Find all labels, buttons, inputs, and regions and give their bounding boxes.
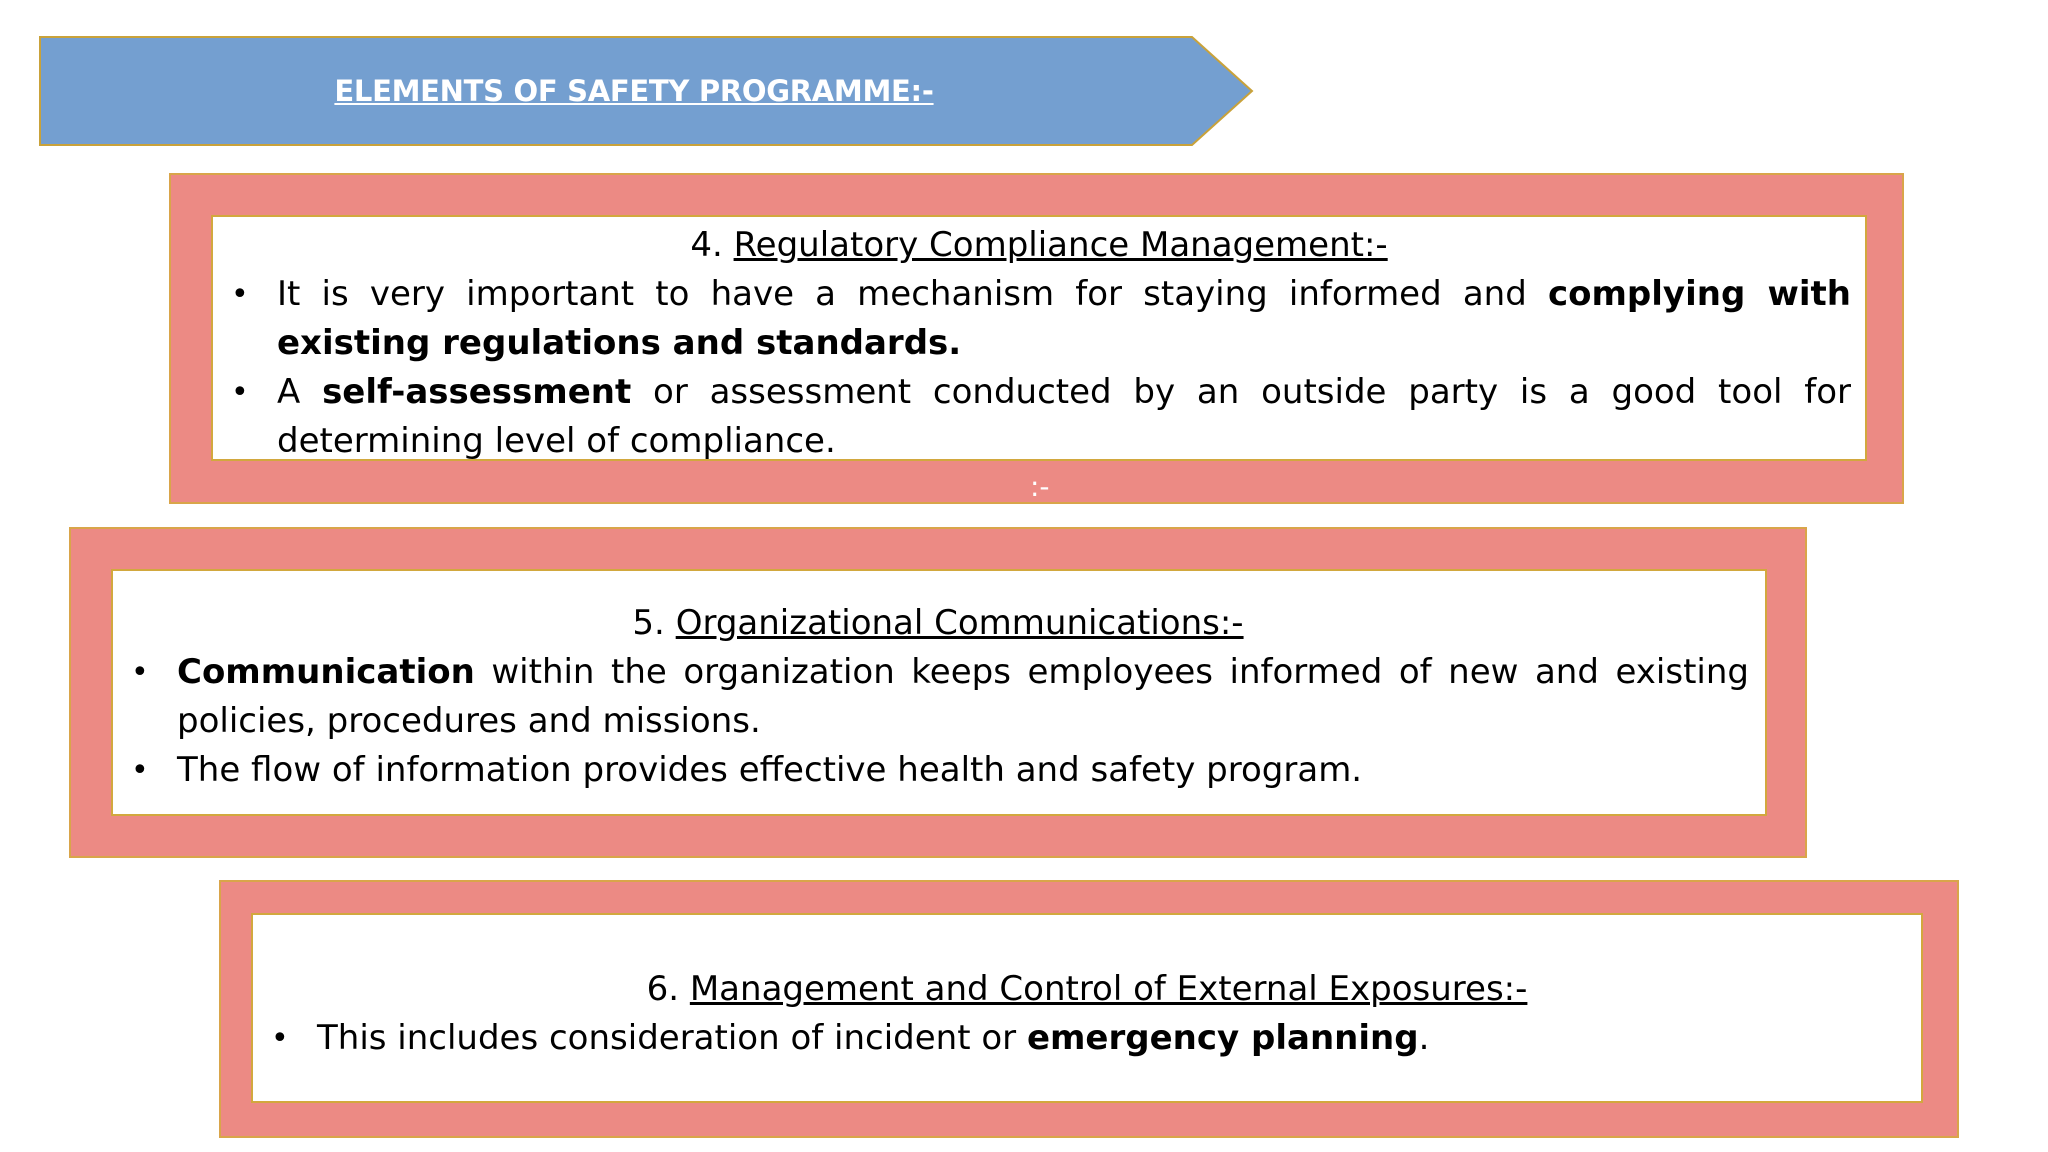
bullet-text: The flow of information provides effective health and safety program. — [177, 750, 1363, 790]
section-heading — [127, 599, 1749, 648]
bullet-text: A — [277, 372, 323, 412]
bullet-bold-text: complying with existing regulations and standards. — [277, 274, 1851, 363]
bullet-list — [267, 1014, 1907, 1063]
bullet-icon: • — [271, 1021, 289, 1056]
bullet-list — [227, 270, 1851, 466]
section-panel-regulatory — [169, 173, 1904, 504]
list-item — [127, 746, 1749, 795]
bullet-icon: • — [231, 277, 249, 312]
banner-title: ELEMENTS OF SAFETY PROGRAMME:- — [334, 74, 934, 108]
section-title: Management and Control of External Exposures:- — [689, 969, 1528, 1009]
section-card-external-exposures — [251, 913, 1923, 1103]
section-panel-communications — [69, 527, 1807, 858]
list-item — [227, 270, 1851, 368]
bullet-bold-text: Communication — [177, 652, 475, 692]
bullet-text: within the organization keeps employees informed of new and existing policies, procedures and missions. — [177, 652, 1749, 741]
bullet-list — [127, 648, 1749, 795]
stray-text: :- — [1030, 470, 1050, 503]
title-banner — [39, 36, 1254, 146]
list-item — [227, 368, 1851, 466]
section-card-regulatory — [211, 215, 1867, 461]
bullet-text: . — [1418, 1018, 1430, 1058]
bullet-text: This includes consideration of incident or — [317, 1018, 1027, 1058]
section-panel-external-exposures — [219, 880, 1959, 1138]
list-item — [267, 1014, 1907, 1063]
section-number: 4. — [690, 225, 723, 265]
section-card-communications — [111, 569, 1767, 816]
section-title: Organizational Communications:- — [675, 603, 1244, 643]
bullet-text: or assessment conducted by an outside party is a good tool for determining level of compliance. — [277, 372, 1851, 461]
bullet-icon: • — [131, 655, 149, 690]
section-heading — [267, 965, 1907, 1014]
section-title: Regulatory Compliance Management:- — [733, 225, 1388, 265]
section-number: 5. — [632, 603, 665, 643]
section-number: 6. — [646, 969, 680, 1009]
list-item — [127, 648, 1749, 746]
bullet-text: It is very important to have a mechanism for staying informed and — [277, 274, 1548, 314]
bullet-icon: • — [131, 753, 149, 788]
bullet-bold-text: emergency planning — [1026, 1018, 1419, 1058]
bullet-bold-text: self-assessment — [322, 372, 632, 412]
bullet-icon: • — [231, 375, 249, 410]
section-heading — [227, 221, 1851, 270]
